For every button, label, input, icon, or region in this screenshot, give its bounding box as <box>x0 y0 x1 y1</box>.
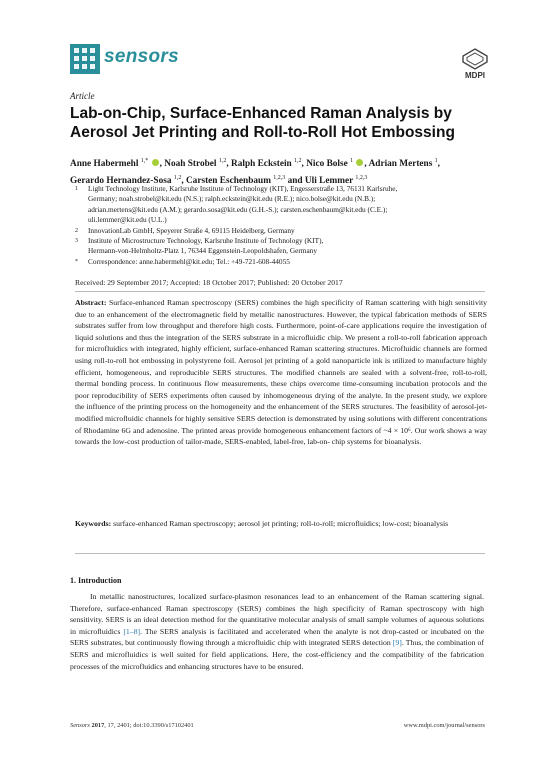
author-name: Nico Bolse <box>306 159 348 170</box>
affiliation-line: Correspondence: anne.habermehl@kit.edu; Tel.: +49-721-608-44055 <box>88 256 290 266</box>
author-affiliation-mark: 1 <box>434 158 438 164</box>
logo-cell <box>82 56 87 61</box>
article-type: Article <box>70 91 95 101</box>
author-name: Gerardo Hernandez-Sosa <box>70 176 172 187</box>
logo-cell <box>74 56 79 61</box>
orcid-icon[interactable] <box>356 159 363 166</box>
affiliation-item <box>75 257 485 267</box>
affiliation-number: * <box>75 258 78 265</box>
logo-cell <box>82 64 87 69</box>
abstract-text: Surface-enhanced Raman spectroscopy (SERS) combines the high specificity of Raman scattering with high sensitivity due to an enhancement of the electromagnetic field by metallic nanostructures. However, the typical fabrication methods of SERS substrates suffer from low throughput and therefore high costs. Furthermore, point-of-care applications require the investigation of liquid solutions and thus the integration of the SERS substrate in a microfluidic chip. We present a roll-to-roll fabrication approach for microfluidics with integrated, highly efficient, surface-enhanced Raman scattering structures. Microfluidic channels are formed using roll-to-roll hot embossing in polystyrene foil. Aerosol jet printing of a gold nanoparticle ink is utilized to manufacture highly efficient, homogeneous, and reproducible SERS structures. The modified channels are sealed with a solvent-free, roll-to-roll, thermal bonding process. In continuous flow measurements, these chips overcome time-consuming incubation protocols and the poor reproducibility of SERS experiments often caused by inhomogeneous drying of the analyte. In the present study, we explore the influence of the printing process on the homogeneity and the enhancement of the SERS structures. The feasibility of aerosol-jet-modified microfluidic channels for highly sensitive SERS detection is demonstrated by using solutions with different concentrations of Rhodamine 6G and adenosine. The printed areas provide homogeneous enhancement factors of ~4 × 10⁶. Our work shows a way towards the low-cost production of tailor-made, SERS-enabled, label-free, lab-on- chip systems for bioanalysis. <box>75 298 487 447</box>
author-affiliation-mark: 1,2 <box>294 158 302 164</box>
author-line: Gerardo Hernandez-Sosa $^{1,2}$, Carsten Eschenbaum $^{1,2,3}$ and Uli Lemmer $^{1,2,3}$ <box>70 175 368 187</box>
intro-text: . The SERS analysis is facilitated and accelerated when the analyte is not drop-casted or incubated on the SERS substrates, but continuously flowing through a microfluidic chip with integrated SERS detection <box>70 626 485 648</box>
footer-journal: Sensors <box>70 722 90 729</box>
affiliation-line: uli.lemmer@kit.edu (U.L.) <box>88 215 167 225</box>
divider <box>75 291 485 292</box>
abstract-label: Abstract: <box>75 298 107 307</box>
introduction-paragraph <box>70 591 484 672</box>
author-affiliation-mark: 1,2,3 <box>355 175 368 182</box>
affiliation-item <box>75 236 485 257</box>
affiliation-item <box>75 226 485 236</box>
intro-text: . Thus, the combination of SERS and microfluidics is well suited for field applications. Here, the cost-efficiency and the compatibility of the fabrication processes of the microfluidics and enhancing structures have to be ensured. <box>70 638 484 671</box>
journal-header <box>70 44 490 78</box>
publisher-name: MDPI <box>465 71 485 80</box>
logo-cell <box>90 56 95 61</box>
affiliation-line: Light Technology Institute, Karlsruhe Institute of Technology (KIT), Engesserstraße 13, 76131 Karlsruhe, <box>88 184 398 193</box>
author-affiliation-mark: 1,2,3 <box>273 175 286 182</box>
affiliation-line: InnovationLab GmbH, Speyerer Straße 4, 69115 Heidelberg, Germany <box>88 225 295 235</box>
citation-link[interactable]: [9] <box>392 638 402 648</box>
affiliation-number: 3 <box>75 238 78 245</box>
author-affiliation-mark: 1 <box>350 158 354 164</box>
keywords-text: surface-enhanced Raman spectroscopy; aerosol jet printing; roll-to-roll; microfluidics; low-cost; bioanalysis <box>113 519 449 528</box>
logo-cell <box>90 64 95 69</box>
keywords-label: Keywords: <box>75 519 112 528</box>
author-affiliation-mark: 1,2 <box>173 175 182 182</box>
affiliations <box>75 184 485 267</box>
footer-year: 2017 <box>91 722 105 729</box>
author-name: Uli Lemmer <box>304 176 354 187</box>
affiliation-number: 2 <box>75 227 78 234</box>
sensors-logo-icon <box>70 44 100 74</box>
journal-url-link[interactable]: www.mdpi.com/journal/sensors <box>403 722 485 729</box>
author-name: Noah Strobel <box>164 159 217 170</box>
footer-citation <box>70 722 194 729</box>
footer-doi: , 17, 2401; doi:10.3390/s17102401 <box>104 722 194 729</box>
affiliation-number: 1 <box>75 186 78 192</box>
orcid-icon[interactable] <box>152 159 159 166</box>
author-name: Carsten Eschenbaum <box>185 176 271 187</box>
logo-cell <box>74 48 79 53</box>
citation-link[interactable]: [1–8] <box>123 626 141 636</box>
page-title: Lab-on-Chip, Surface-Enhanced Raman Analysis by Aerosol Jet Printing and Roll-to-Roll Hot Embossing <box>70 105 455 141</box>
journal-name: sensors <box>104 46 179 67</box>
section-heading: 1. Introduction <box>70 576 122 585</box>
author-line: Anne Habermehl $^{1,*}$ , Noah Strobel $^{1,2}$, Ralph Eckstein $^{1,2}$, Nico Bolse $^1$ , Adrian Mertens $^1$, <box>70 158 440 170</box>
abstract <box>75 297 487 448</box>
author-name: Ralph Eckstein <box>231 159 292 170</box>
keywords <box>75 518 485 530</box>
affiliation-line: Hermann-von-Helmholtz-Platz 1, 76344 Eggenstein-Leopoldshafen, Germany <box>88 246 317 256</box>
author-name: Adrian Mertens <box>368 159 433 170</box>
affiliation-line: Germany; noah.strobel@kit.edu (N.S.); ralph.eckstein@kit.edu (R.E.); nico.bolse@kit.edu (N.B.); <box>88 194 376 204</box>
affiliation-line: adrian.mertens@kit.edu (A.M.); gerardo.sosa@kit.edu (G.H.-S.); carsten.eschenbaum@kit.edu (C.E.); <box>88 204 388 214</box>
logo-cell <box>90 48 95 53</box>
mdpi-logo <box>456 48 494 80</box>
logo-cell <box>74 64 79 69</box>
mdpi-logo-icon <box>462 48 488 70</box>
author-affiliation-mark: 1,2 <box>218 158 227 164</box>
affiliation-item <box>75 184 485 226</box>
intro-text: In metallic nanostructures, localized surface-plasmon resonances lead to an enhancement of the Raman scattering signal. Therefore, surface-enhanced Raman spectroscopy (SERS) combines the high specificity of Raman spectroscopy with high sensitivity. SERS is an ideal detection method for the quantitative molecular analysis of small sample volumes of aqueous solutions in microfluidics <box>70 592 484 636</box>
page-footer <box>70 722 485 729</box>
author-affiliation-mark: 1,* <box>140 158 149 164</box>
author-name: Anne Habermehl <box>70 159 139 170</box>
logo-cell <box>82 48 87 53</box>
divider <box>75 553 485 554</box>
publication-dates: Received: 29 September 2017; Accepted: 18 October 2017; Published: 20 October 2017 <box>75 278 343 287</box>
affiliation-line: Institute of Microstructure Technology, Karlsruhe Institute of Technology (KIT), <box>88 236 324 246</box>
